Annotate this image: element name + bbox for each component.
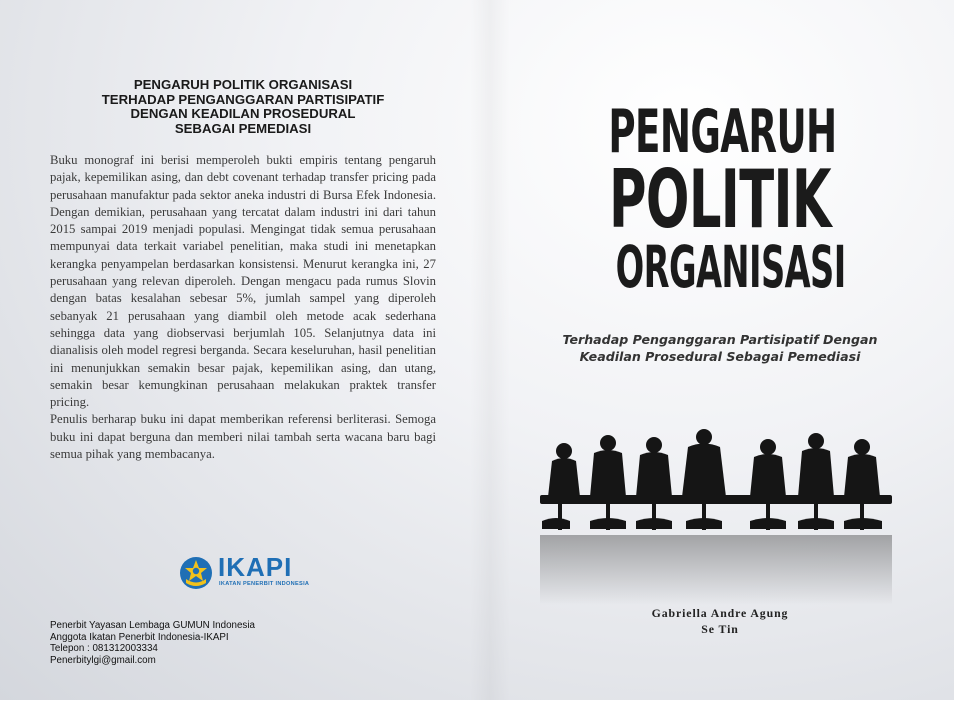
meeting-silhouette-icon [536, 425, 896, 615]
back-title-line: SEBAGAI PEMEDIASI [174, 120, 312, 136]
publisher-info [50, 620, 255, 666]
author-name: Se Tin [701, 621, 739, 636]
blurb-paragraph: Buku monograf ini berisi memperoleh bukti empiris tentang pengaruh pajak, kepemilikan asing, dan debt covenant terhadap transfer pricing pada perusahaan manufaktur pada sektor aneka industri di Bursa Efek Indonesia. Dengan demikian, perusahaan yang tercatat dalam industri ini dari tahun 2015 sampai 2019 menjadi populasi. Mengingat tidak semua perusahaan mempunyai data terkait variabel penelitian, maka studi ini menetapkan kerangka penyampelan berdasarkan konsistensi. Menurut kerangka ini, 27 perusahaan yang relevan diperoleh. Dengan mengacu pada rumus Slovin dengan batas kesalahan sebesar 5%, jumlah sampel yang diperoleh sebanyak 21 perusahaan yang diambil oleh metode acak sederhana sehingga data yang diobservasi berjumlah 105. Selanjutnya data ini dianalisis oleh model regresi berganda. Secara keseluruhan, hasil penelitian ini menunjukkan semakin besar pajak, kepemilikan asing, dan utang, semakin besar kemungkinan perusahaan melakukan praktek transfer pricing. [50, 153, 436, 410]
publisher-line: Anggota Ikatan Penerbit Indonesia-IKAPI [50, 631, 229, 643]
ikapi-emblem-icon [178, 555, 214, 591]
publisher-line: Penerbit Yayasan Lembaga GUMUN Indonesia [50, 620, 255, 631]
author-name: Gabriella Andre Agung [651, 606, 789, 620]
front-cover-title [540, 97, 900, 301]
back-cover-title [50, 78, 436, 136]
publisher-email: Penerbitylgi@gmail.com [50, 654, 156, 666]
front-cover-authors [600, 606, 840, 637]
subtitle-line: Keadilan Prosedural Sebagai Pemediasi [579, 349, 861, 364]
back-title-line: PENGARUH POLITIK ORGANISASI [133, 77, 353, 92]
front-title-line: PENGARUH [608, 97, 837, 167]
ikapi-wordmark: IKAPI [218, 552, 293, 582]
back-title-line: DENGAN KEADILAN PROSEDURAL [130, 106, 356, 122]
ikapi-tagline: IKATAN PENERBIT INDONESIA [219, 581, 310, 587]
blurb-paragraph: Penulis berharap buku ini dapat memberikan referensi berliterasi. Semoga buku ini dapat berguna dan memberi nilai tambah serta wacana baru bagi semua pihak yang membacanya. [50, 412, 436, 462]
back-title-line: TERHADAP PENGANGGARAN PARTISIPATIF [101, 91, 385, 107]
back-cover-blurb [50, 152, 436, 463]
front-title-line: POLITIK [609, 153, 831, 246]
front-title-line: ORGANISASI [615, 233, 846, 301]
ikapi-logo [178, 553, 318, 591]
front-cover-subtitle [540, 331, 900, 365]
publisher-phone: Telepon : 081312003334 [50, 643, 158, 655]
subtitle-line: Terhadap Penganggaran Partisipatif Dengan [562, 332, 878, 347]
spine-shadow [470, 0, 510, 700]
